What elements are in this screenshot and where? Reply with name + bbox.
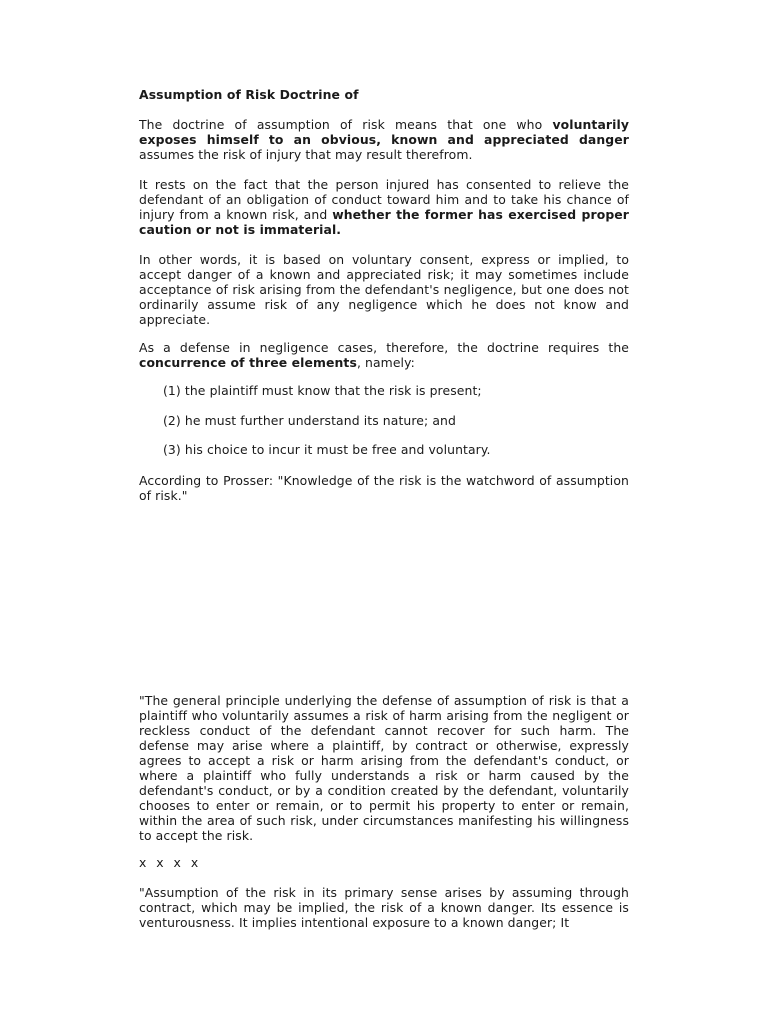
paragraph-consent (139, 177, 629, 237)
paragraph-primary-sense: "Assumption of the risk in its primary sense arises by assuming through contract, which may be implied, the risk of a known danger. Its essence is venturousness. It implies intentional exposure to a known danger; It (139, 885, 629, 930)
element-item: (2) he must further understand its nature; and (163, 413, 456, 428)
section-separator: x x x x (139, 855, 202, 870)
element-item: (3) his choice to incur it must be free and voluntary. (163, 442, 491, 457)
paragraph-elements-intro-text: As a defense in negligence cases, therefore, the doctrine requires the (139, 340, 629, 355)
paragraph-consent-emphasis: whether the former has exercised proper caution or not is immaterial. (139, 207, 629, 237)
element-item: (1) the plaintiff must know that the risk is present; (163, 383, 482, 398)
paragraph-elements-intro (139, 340, 629, 370)
paragraph-definition (139, 117, 629, 162)
paragraph-definition-emphasis: voluntarily exposes himself to an obvious, known and appreciated danger (139, 117, 629, 147)
paragraph-elements-intro-text-end: , namely: (356, 355, 415, 370)
paragraph-prosser: According to Prosser: "Knowledge of the risk is the watchword of assumption of risk." (139, 473, 629, 503)
paragraph-general-principle: "The general principle underlying the defense of assumption of risk is that a plaintiff who voluntarily assumes a risk of harm arising from the negligent or reckless conduct of the defendant cannot recover for such harm. The defense may arise where a plaintiff, by contract or otherwise, expressly agrees to accept a risk or harm arising from the defendant's conduct, or where a plaintiff who fully understands a risk or harm caused by the defendant's conduct, or by a condition created by the defendant, voluntarily chooses to enter or remain, or to permit his property to enter or remain, within the area of such risk, under circumstances manifesting his willingness to accept the risk. (139, 693, 629, 843)
paragraph-other-words: In other words, it is based on voluntary consent, express or implied, to accept danger of a known and appreciated risk; it may sometimes include acceptance of risk arising from the defendant's negligence, but one does not ordinarily assume risk of any negligence which he does not know and appreciate. (139, 252, 629, 327)
paragraph-definition-text: The doctrine of assumption of risk means that one who (139, 117, 553, 132)
document-title: Assumption of Risk Doctrine of (139, 87, 359, 102)
paragraph-consent-text: It rests on the fact that the person injured has consented to relieve the defendant of an obligation of conduct toward him and to take his chance of injury from a known risk, and (139, 177, 629, 222)
paragraph-definition-text-end: assumes the risk of injury that may result therefrom. (139, 147, 473, 162)
paragraph-elements-intro-emphasis: concurrence of three elements (139, 355, 357, 370)
